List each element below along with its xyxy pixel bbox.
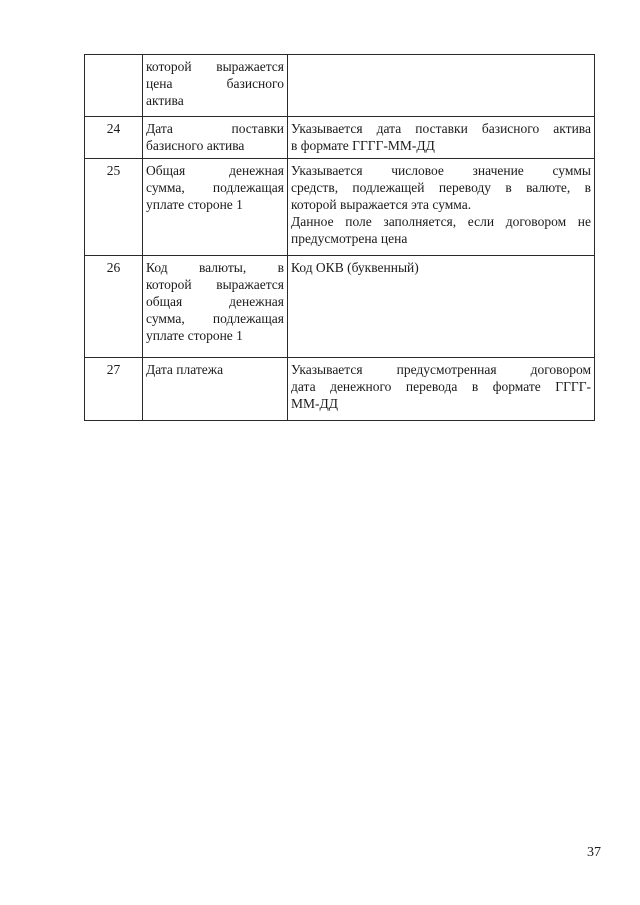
field-name-line: уплате стороне 1 xyxy=(146,328,243,343)
field-description-line: в формате ГГГГ-ММ-ДД xyxy=(291,138,435,153)
field-name-line: уплате стороне 1 xyxy=(146,197,243,212)
page-number: 37 xyxy=(587,845,601,860)
field-description-line: Данное поле заполняется, если договором не xyxy=(291,214,591,229)
row-number-cell xyxy=(85,55,143,117)
field-description-cell xyxy=(288,55,595,117)
row-number-cell xyxy=(85,159,143,256)
field-description-line: средств, подлежащей переводу в валюте, в xyxy=(291,180,591,195)
field-description-cell xyxy=(288,117,595,159)
field-description-cell xyxy=(288,358,595,421)
field-name-line: Дата платежа xyxy=(146,362,224,377)
field-description-line: дата денежного перевода в формате ГГГГ- xyxy=(291,379,591,394)
table-row xyxy=(85,358,595,421)
field-name-cell xyxy=(143,256,288,358)
fields-table-body xyxy=(85,55,595,421)
fields-table xyxy=(84,54,595,421)
table-row xyxy=(85,55,595,117)
field-name-line: Код валюты, в xyxy=(146,260,284,275)
field-name-cell xyxy=(143,358,288,421)
field-name-cell xyxy=(143,117,288,159)
field-name-cell xyxy=(143,55,288,117)
field-name-cell xyxy=(143,159,288,256)
field-description-line: Код ОКВ (буквенный) xyxy=(291,260,419,275)
field-description-cell xyxy=(288,159,595,256)
row-number-cell xyxy=(85,117,143,159)
field-description-line: предусмотрена цена xyxy=(291,231,408,246)
field-name-line: цена базисного xyxy=(146,76,284,91)
row-number: 25 xyxy=(106,163,121,178)
row-number: 27 xyxy=(106,362,121,377)
table-row xyxy=(85,159,595,256)
row-number-cell xyxy=(85,358,143,421)
field-name-line: сумма, подлежащая xyxy=(146,180,284,195)
field-description-line: Указывается числовое значение суммы xyxy=(291,163,591,178)
field-name-line: Общая денежная xyxy=(146,163,284,178)
field-description-line: Указывается дата поставки базисного актива xyxy=(291,121,591,136)
field-name-line: сумма, подлежащая xyxy=(146,311,284,326)
table-row xyxy=(85,117,595,159)
field-name-line: которой выражается xyxy=(146,277,284,292)
field-description-line: ММ-ДД xyxy=(291,396,338,411)
row-number: 26 xyxy=(106,260,121,275)
table-row xyxy=(85,256,595,358)
row-number-cell xyxy=(85,256,143,358)
field-description-line: Указывается предусмотренная договором xyxy=(291,362,591,377)
field-name-line: базисного актива xyxy=(146,138,245,153)
field-name-line: которой выражается xyxy=(146,59,284,74)
row-number: 24 xyxy=(106,121,121,136)
field-name-line: общая денежная xyxy=(146,294,284,309)
field-name-line: актива xyxy=(146,93,184,108)
field-name-line: Дата поставки xyxy=(146,121,284,136)
field-description-line: которой выражается эта сумма. xyxy=(291,197,472,212)
field-description-cell xyxy=(288,256,595,358)
